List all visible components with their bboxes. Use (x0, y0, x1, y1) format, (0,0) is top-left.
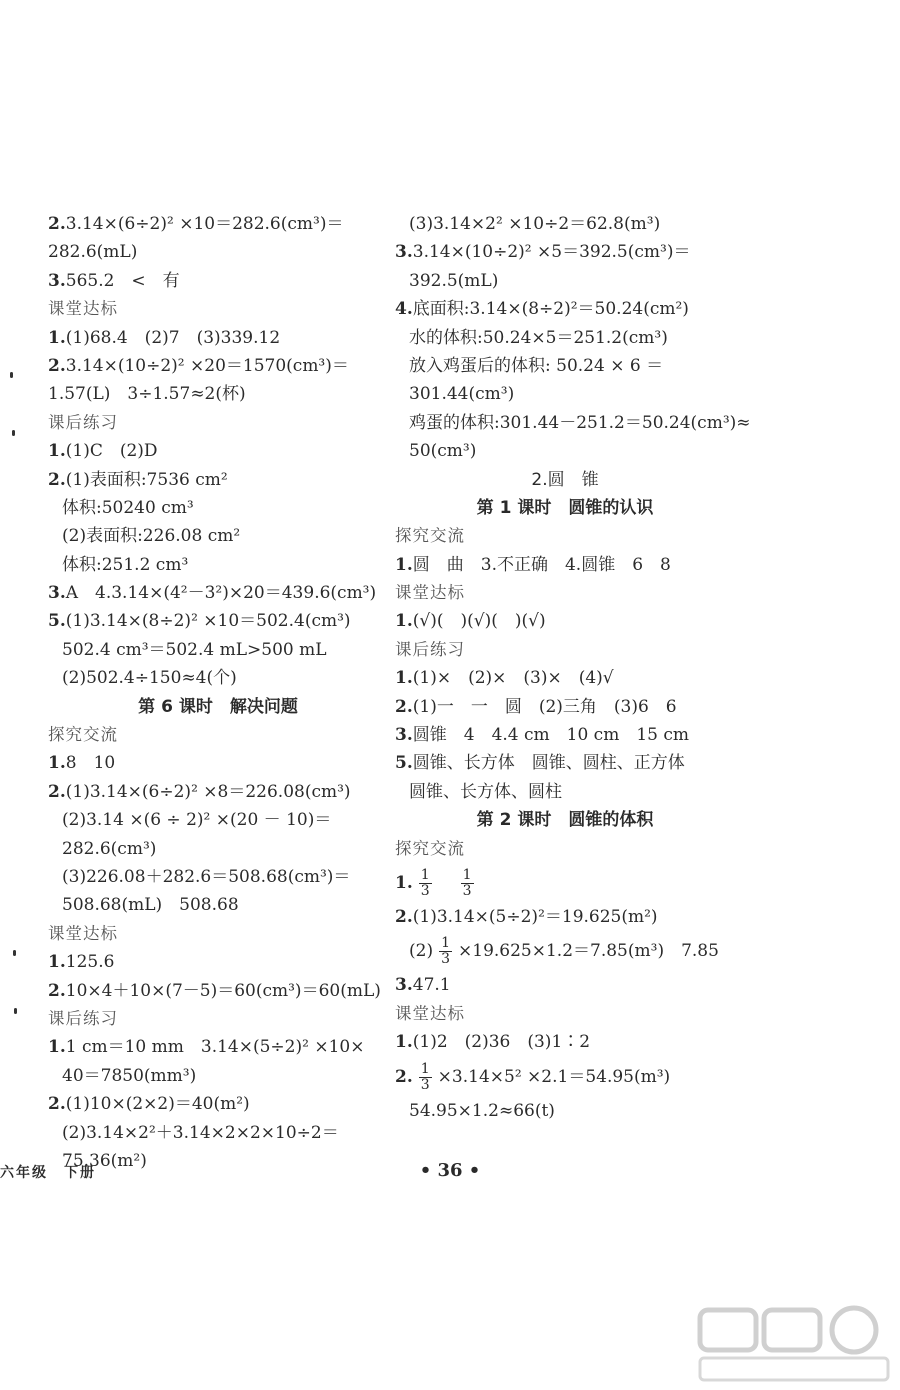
section-label: 课后练习 (48, 412, 118, 432)
item-number: 1. (395, 554, 413, 575)
fraction-denominator: 3 (420, 1076, 430, 1093)
answer-line (395, 971, 735, 999)
answer-line (48, 579, 388, 607)
answer-line (395, 1028, 735, 1056)
answer-text: 体积:251.2 cm³ (62, 554, 189, 575)
footer-grade: 六年级 下册 (0, 1165, 96, 1181)
answer-line (48, 267, 388, 295)
item-number: 3. (48, 583, 66, 604)
right-column (395, 210, 751, 1125)
sub-item-label: (2) (409, 941, 434, 962)
item-number: 1. (48, 753, 66, 774)
item-number: 2. (48, 469, 66, 490)
answer-line (395, 1057, 735, 1097)
item-number: 1. (395, 872, 413, 893)
section-label: 课后练习 (395, 639, 465, 659)
item-number: 4. (395, 299, 413, 320)
answer-text: 1 cm＝10 mm 3.14×(5÷2)² ×10× (65, 1037, 365, 1058)
answer-text: 75.36(m²) (62, 1150, 147, 1171)
answer-line (48, 664, 388, 692)
answer-text: (1)× (2)× (3)× (4)√ (412, 668, 614, 689)
fraction-denominator: 3 (462, 882, 472, 899)
item-number: 3. (395, 242, 413, 263)
answer-line (48, 835, 388, 863)
answer-line (48, 522, 388, 550)
item-number: 1. (395, 668, 413, 689)
fraction-numerator: 1 (420, 866, 430, 883)
answer-line (395, 352, 735, 380)
scan-mark (12, 430, 15, 436)
answer-line (395, 664, 735, 692)
answer-line (395, 778, 735, 806)
answer-line (48, 749, 388, 777)
answer-line (395, 1097, 735, 1125)
answer-text: (1)C (2)D (65, 441, 158, 462)
answer-line (48, 863, 388, 891)
lesson-heading: 第 6 课时 解决问题 (138, 696, 298, 717)
answer-text: 水的体积:50.24×5＝251.2(cm³) (409, 327, 668, 348)
fraction-one-third (461, 868, 474, 899)
answer-text: 392.5(mL) (409, 270, 499, 291)
answer-text: (1)表面积:7536 cm² (65, 469, 228, 490)
item-number: 2. (395, 696, 413, 717)
answer-text: 鸡蛋的体积:301.44－251.2＝50.24(cm³)≈ (409, 412, 751, 433)
answer-line (395, 267, 735, 295)
answer-line (48, 380, 388, 408)
answer-line (48, 636, 388, 664)
answer-line (48, 1062, 388, 1090)
answer-text: 508.68(mL) 508.68 (62, 895, 239, 916)
section-label: 课后练习 (48, 1008, 118, 1028)
answer-line (48, 977, 388, 1005)
answer-line (395, 210, 735, 238)
section-label: 探究交流 (48, 725, 118, 745)
fraction-numerator: 1 (462, 866, 472, 883)
answer-line (395, 721, 735, 749)
answer-text: 125.6 (65, 952, 115, 973)
scan-mark (10, 372, 13, 378)
answer-line (395, 238, 735, 266)
item-number: 3. (48, 270, 66, 291)
answer-line (395, 324, 735, 352)
section-label: 探究交流 (395, 838, 465, 858)
answer-text: (1)3.14×(8÷2)² ×10＝502.4(cm³) (65, 611, 351, 632)
section-label: 探究交流 (395, 526, 465, 546)
section-label: 课堂达标 (395, 583, 465, 603)
spacer-text (438, 873, 455, 893)
answer-line (395, 903, 735, 931)
section-label: 课堂达标 (395, 1003, 465, 1023)
answer-text: (1)3.14×(6÷2)² ×8＝226.08(cm³) (65, 781, 351, 802)
answer-line (395, 380, 735, 408)
page-number: • 36 • (419, 1160, 481, 1181)
answer-text: 圆锥、长方体 圆锥、圆柱、正方体 (412, 753, 685, 774)
answer-line (48, 466, 388, 494)
answer-line (395, 551, 735, 579)
answer-line (48, 238, 388, 266)
scan-mark (13, 950, 16, 956)
answer-line (48, 494, 388, 522)
answer-text: 54.95×1.2≈66(t) (409, 1100, 555, 1121)
answer-line (48, 324, 388, 352)
answer-text: 8 10 (65, 753, 116, 774)
answer-text: 282.6(mL) (48, 242, 138, 263)
fraction-numerator: 1 (420, 1060, 430, 1077)
answer-line (395, 863, 735, 903)
item-number: 1. (395, 611, 413, 632)
answer-line (48, 437, 388, 465)
answer-text: (1)68.4 (2)7 (3)339.12 (65, 327, 281, 348)
item-number: 2. (395, 1066, 413, 1087)
item-number: 2. (48, 980, 66, 1001)
answer-text: (2)3.14×2²＋3.14×2×2×10÷2＝ (62, 1122, 339, 1143)
answer-text: 3.14×(10÷2)² ×20＝1570(cm³)＝ (65, 355, 349, 376)
item-number: 2. (395, 906, 413, 927)
answer-text: (2)502.4÷150≈4(个) (62, 668, 237, 689)
answer-text: (2)表面积:226.08 cm² (62, 526, 241, 547)
answer-text: (1)3.14×(5÷2)²＝19.625(m²) (412, 906, 658, 927)
item-number: 3. (395, 975, 413, 996)
answer-text: ×19.625×1.2＝7.85(m³) 7.85 (458, 941, 719, 962)
answer-text: 50(cm³) (409, 441, 477, 462)
watermark-logo (694, 1304, 894, 1384)
left-column (48, 210, 388, 1175)
fraction-one-third (439, 936, 452, 967)
answer-line (48, 607, 388, 635)
answer-text: (2)3.14 ×(6 ÷ 2)² ×(20 － 10)＝ (62, 810, 332, 831)
answer-text: 565.2 < 有 (65, 270, 180, 291)
fraction-denominator: 3 (441, 951, 451, 968)
answer-text: (3)226.08＋282.6＝508.68(cm³)＝ (62, 866, 351, 887)
answer-text: (1)一 一 圆 (2)三角 (3)6 6 (412, 696, 677, 717)
item-number: 1. (48, 327, 66, 348)
answer-text: 放入鸡蛋后的体积: 50.24 × 6 ＝ (409, 355, 664, 376)
fraction-one-third (419, 1062, 432, 1093)
answer-line (48, 1119, 388, 1147)
answer-line (48, 551, 388, 579)
answer-text: 体积:50240 cm³ (62, 497, 194, 518)
item-number: 2. (48, 355, 66, 376)
answer-text: (1)10×(2×2)＝40(m²) (65, 1094, 250, 1115)
answer-text: (1)2 (2)36 (3)1∶2 (412, 1032, 591, 1053)
answer-text: 282.6(cm³) (62, 838, 157, 859)
lesson-heading: 第 1 课时 圆锥的认识 (476, 497, 654, 518)
answer-line (48, 778, 388, 806)
fraction-denominator: 3 (420, 882, 430, 899)
answer-line (395, 749, 735, 777)
answer-text: 3.14×(6÷2)² ×10＝282.6(cm³)＝ (65, 214, 344, 234)
answer-line (395, 295, 735, 323)
lesson-heading: 第 2 课时 圆锥的体积 (476, 810, 654, 831)
item-number: 2. (48, 781, 66, 802)
answer-line (48, 352, 388, 380)
item-number: 1. (48, 1037, 66, 1058)
answer-text: 圆锥、长方体、圆柱 (409, 781, 562, 802)
answer-text: 301.44(cm³) (409, 384, 515, 405)
section-label: 课堂达标 (48, 299, 118, 319)
item-number: 1. (48, 441, 66, 462)
answer-text: ×3.14×5² ×2.1＝54.95(m³) (437, 1066, 671, 1087)
answer-line (395, 409, 751, 437)
item-number: 1. (48, 952, 66, 973)
item-number: 5. (395, 753, 413, 774)
answer-text: 502.4 cm³＝502.4 mL>500 mL (62, 639, 327, 660)
item-number: 3. (395, 725, 413, 746)
answer-line (395, 437, 735, 465)
answer-text: 圆锥 4 4.4 cm 10 cm 15 cm (412, 725, 689, 746)
answer-text: (3)3.14×2² ×10÷2＝62.8(m³) (409, 214, 661, 234)
answer-text: 圆 曲 3.不正确 4.圆锥 6 8 (412, 554, 671, 575)
answer-line (48, 948, 388, 976)
answer-line (48, 1090, 388, 1118)
answer-text: 10×4＋10×(7－5)＝60(cm³)＝60(mL) (65, 980, 381, 1001)
item-number: 5. (48, 611, 66, 632)
answer-text: 3.14×(10÷2)² ×5＝392.5(cm³)＝ (412, 242, 691, 263)
answer-line (395, 693, 735, 721)
answer-line (48, 1033, 388, 1061)
answer-text: 底面积:3.14×(8÷2)²＝50.24(cm²) (412, 299, 689, 320)
scan-mark (14, 1008, 17, 1014)
answer-text: (√)( )(√)( )(√) (412, 611, 546, 632)
fraction-one-third (419, 868, 432, 899)
answer-line (48, 210, 388, 238)
item-number: 1. (395, 1032, 413, 1053)
section-label: 课堂达标 (48, 923, 118, 943)
answer-line (395, 931, 735, 971)
answer-text: 1.57(L) 3÷1.57≈2(杯) (48, 384, 246, 405)
item-number: 2. (48, 1094, 66, 1115)
answer-text: 40＝7850(mm³) (62, 1065, 197, 1086)
answer-line (48, 891, 388, 919)
answer-line (48, 806, 388, 834)
fraction-numerator: 1 (441, 935, 451, 952)
item-number: 2. (48, 214, 66, 234)
unit-heading: 2.圆 锥 (531, 469, 599, 490)
answer-line (395, 607, 735, 635)
answer-text: 47.1 (412, 975, 451, 996)
answer-text: A 4.3.14×(4²－3²)×20＝439.6(cm³) (65, 583, 377, 604)
